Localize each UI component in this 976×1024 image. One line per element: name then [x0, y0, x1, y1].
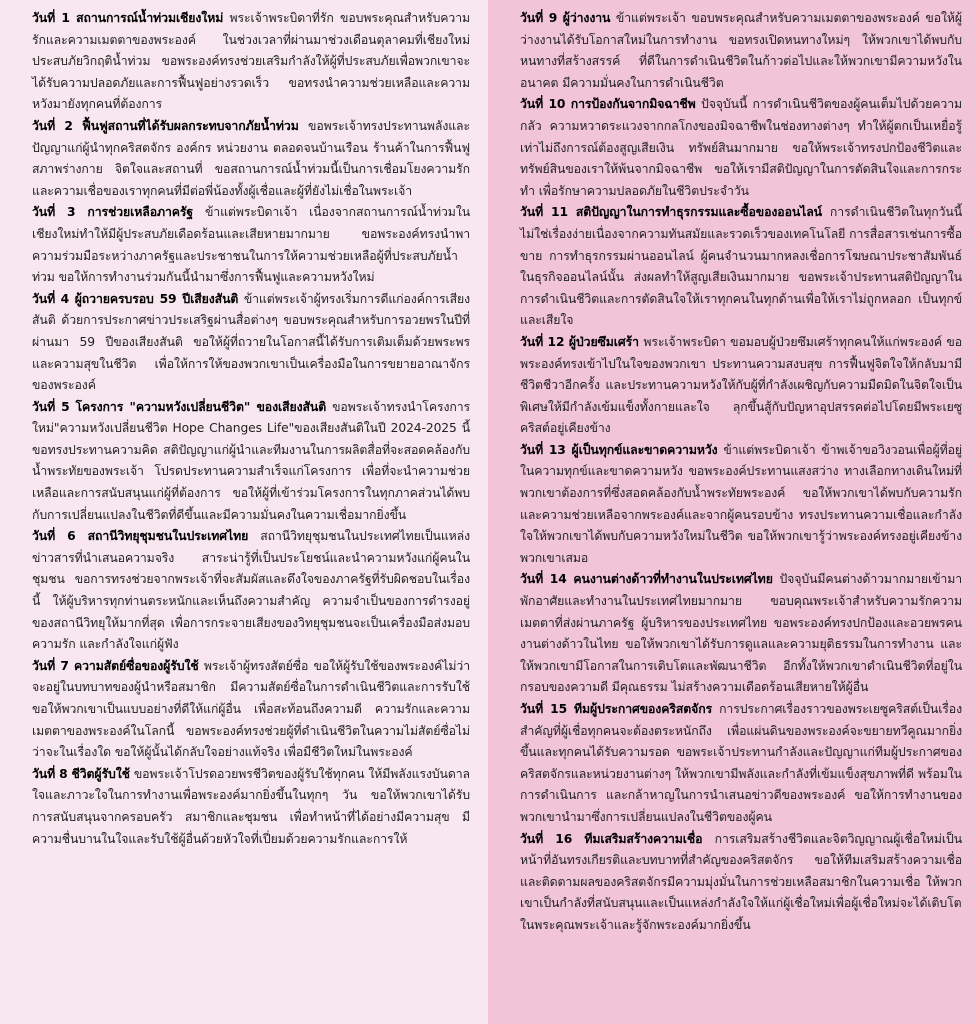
day-label: วันที่	[520, 831, 544, 846]
prayer-body: การดำเนินชีวิตในทุกวันนี้ไม่ใช่เรื่องง่ายเนื่องจากความทันสมัยและรวดเร็วของเทคโนโลยี การสื่อสารเช่นการซื้อขาย การทำธุรกรรมผ่านออนไลน์ ผู้คนจำนวนมากหลงเชื่อการโฆษณาประชาสัมพันธ์ในธุรกิจออนไลน์นั้น ส่งผลทำให้สูญเสียเงินมากมาย ขอพระเจ้าประทานสติปัญญาในการดำเนินชีวิตและการตัดสินใจให้เราทุกคนในทุกด้านเพื่อให้เราไม่ถูกหลอก เป็นทุกข์และเสียใจ	[520, 205, 962, 328]
prayer-body: พระเจ้าพระบิดาที่รัก ขอบพระคุณสำหรับความรักและความเมตตาของพระองค์ ในช่วงเวลาที่ผ่านมาช่วงเดือนตุลาคมที่เชียงใหม่ประสบภัยวิกฤติน้ำท่วม ขอพระองค์ทรงช่วยเสริมกำลังให้ผู้ที่ประสบภัยเพื่อพวกเขาจะได้รับความปลอดภัยและการฟื้นฟูอย่างรวดเร็ว ขอทรงนำความช่วยเหลือและความหวังมายังทุกคนที่ต้องการ	[32, 11, 471, 112]
day-number: 12	[547, 334, 565, 349]
prayer-title: ความสัตย์ซื่อของผู้รับใช้	[74, 658, 199, 673]
prayer-body: ขอพระเจ้าทรงนำโครงการใหม่"ความหวังเปลี่ยนชีวิต Hope Changes Life"ของเสียงสันติในปี 2024-2025 นี้ ขอทรงประทานความคิด สติปัญญาแก่ผู้นำและทีมงานในการผลิตสื่อที่จะสอดคล้องกับน้ำพระทัยของพระเจ้า โปรดประทานความสำเร็จแก่โครงการ เพื่อที่จะนำความช่วยเหลือและการสนับสนุนแก่ผู้ที่ต้องการ ขอให้ผู้ที่เข้าร่วมโครงการในทุกภาคส่วนได้พบกับการเปลี่ยนแปลงในชีวิตที่ดีขึ้นและมีความมั่นคงในความเชื่อมากยิ่งขึ้น	[32, 399, 471, 522]
prayer-entry	[32, 202, 470, 288]
day-label: วันที่	[32, 658, 56, 673]
day-number: 14	[549, 572, 567, 587]
day-number: 5	[61, 399, 70, 414]
day-label: วันที่	[520, 572, 544, 587]
day-number: 9	[548, 11, 558, 25]
prayer-body: ปัจจุบันมีคนต่างด้าวมากมายเข้ามาพักอาศัยและทำงานในประเทศไทยมากมาย ขอบคุณพระเจ้าสำหรับความรักความเมตตาที่ส่งผ่านภาครัฐ ผู้บริหารของประเทศไทย ขอพระองค์ทรงปกป้องและอวยพรคนงานต่างด้าวในไทย ขอให้พวกเขาได้รับการดูแลและความยุติธรรมในการทำงาน และให้พวกเขามีโอกาสในการเติบโตและพัฒนาชีวิต อีกทั้งให้พวกเขาดำเนินชีวิตที่อยู่ในกรอบของความดี มีคุณธรรม ไม่สร้างความเดือดร้อนเสียหายให้ผู้อื่น	[520, 572, 963, 695]
prayer-entry	[520, 94, 962, 202]
day-label: วันที่	[32, 118, 56, 133]
day-label: วันที่	[32, 291, 56, 306]
prayer-title: ผู้ป่วยซึมเศร้า	[568, 334, 639, 349]
day-label: วันที่	[32, 205, 56, 220]
prayer-title: ทีมผู้ประกาศของคริสตจักร	[574, 702, 713, 716]
day-number: 13	[548, 442, 566, 457]
prayer-body: สถานีวิทยุชุมชนในประเทศไทยเป็นแหล่งข่าวสารที่นำเสนอความจริง สาระน่ารู้ที่เป็นประโยชน์และนำความหวังแก่ผู้คนในชุมชน ขอการทรงช่วยจากพระเจ้าที่จะสัมผัสและดึงใจของภาครัฐที่รับผิดชอบในเรื่องนี้ ให้ผู้บริหารทุกท่านตระหนักและเห็นถึงความสำคัญ ความจำเป็นของการดำรงอยู่ของสถานีวิทยุให้มากที่สุด เพื่อการกระจายเสียงของวิทยุชุมชนจะเป็นเครื่องมือส่งมอบความรัก และกำลังใจแก่ผู้ฟัง	[32, 529, 471, 652]
prayer-title: ผู้ถวายครบรอบ 59 ปีเสียงสันติ	[74, 291, 239, 306]
prayer-entry	[32, 397, 470, 527]
prayer-entry	[32, 764, 470, 850]
day-label: วันที่	[32, 529, 56, 544]
prayer-title: ผู้ว่างงาน	[562, 11, 611, 25]
prayer-title: ทีมเสริมสร้างความเชื่อ	[584, 831, 703, 846]
prayer-entry	[520, 332, 962, 440]
prayer-entry	[520, 202, 962, 332]
prayer-body: ข้าแต่พระบิดาเจ้า เนื่องจากสถานการณ์น้ำท่วมในเชียงใหม่ทำให้มีผู้ประสบภัยเดือดร้อนและเสียหายมากมาย ขอพระองค์ทรงนำพาความร่วมมือระหว่างภาครัฐและประชาชนในการให้ความช่วยเหลือผู้ที่ประสบภัยน้ำท่วม ขอให้การทำงานร่วมกันนี้นำมาซึ่งการฟื้นฟูและความหวังใหม่	[32, 205, 471, 285]
prayer-body: ปัจจุบันนี้ การดำเนินชีวิตของผู้คนเต็มไปด้วยความกลัว ความหวาดระแวงจากกลโกงของมิจฉาชีพในช่องทางต่างๆ ทำให้ผู้ตกเป็นเหยื่อรู้เท่าไม่ถึงการณ์ต้องสูญเสียเงิน ทรัพย์สินมากมาย ขอให้พระเจ้าทรงปกป้องชีวิตและทรัพย์สินของเราให้พ้นจากมิจฉาชีพ ขอให้เรามีสติปัญญาในการตัดสินใจและการกระทำ เพื่อรักษาความปลอดภัยในชีวิตประจำวัน	[520, 97, 963, 198]
prayer-title: สถานีวิทยุชุมชนในประเทศไทย	[87, 529, 249, 544]
prayer-title: ชีวิตผู้รับใช้	[71, 766, 130, 781]
prayer-entry	[520, 440, 962, 570]
day-label: วันที่	[520, 205, 544, 220]
day-number: 3	[67, 205, 76, 220]
day-number: 10	[548, 97, 566, 112]
prayer-body: การประกาศเรื่องราวของพระเยซูคริสต์เป็นเรื่องสำคัญที่ผู้เชื่อทุกคนจะต้องตระหนักถึง เพื่อแผ่นดินของพระองค์จะขยายทวีคูณมากยิ่งขึ้นและทุกคนได้รับความรอด ขอพระเจ้าประทานกำลังและปัญญาแก่ทีมผู้ประกาศของคริสตจักรและหน่วยงานต่างๆ ให้พวกเขามีพลังและกำลังที่เข้มแข็งสุขภาพที่ดี พร้อมในการดำเนินการ และกล้าหาญในการนำเสนอข่าวดีของพระองค์ ขอให้การทำงานของพวกเขานำมาซึ่งการเปลี่ยนแปลงในชีวิตของผู้คน	[520, 702, 963, 824]
prayer-title: ฟื้นฟูสถานที่ได้รับผลกระทบจากภัยน้ำท่วม	[82, 118, 299, 133]
day-label: วันที่	[520, 442, 544, 457]
day-number: 4	[60, 291, 70, 306]
day-label: วันที่	[520, 97, 544, 112]
prayer-title: โครงการ "ความหวังเปลี่ยนชีวิต" ของเสียงสันติ	[75, 399, 327, 414]
day-label: วันที่	[520, 702, 544, 716]
prayer-body: ข้าแต่พระเจ้า ขอบพระคุณสำหรับความเมตตาของพระองค์ ขอให้ผู้ว่างงานได้รับโอกาสใหม่ในการทำงาน ขอทรงเปิดหนทางใหม่ๆ ให้พวกเขาได้พบกับหนทางที่สร้างสรรค์ ที่ดีในการดำเนินชีวิตในก้าวต่อไปและให้พวกเขามีความหวังในอนาคต มีความมั่นคงในการดำเนินชีวิต	[520, 11, 963, 90]
day-label: วันที่	[32, 766, 56, 781]
day-number: 11	[551, 205, 568, 220]
day-label: วันที่	[520, 334, 544, 349]
prayer-entry	[520, 829, 962, 937]
day-number: 6	[67, 529, 76, 544]
prayer-entry	[32, 656, 470, 764]
prayer-title: สติปัญญาในการทำธุรกรรมและซื้อของออนไลน์	[575, 205, 822, 220]
day-label: วันที่	[32, 11, 56, 25]
prayer-title: การป้องกันจากมิจฉาชีพ	[570, 97, 696, 112]
prayer-title: คนงานต่างด้าวที่ทำงานในประเทศไทย	[573, 572, 773, 587]
day-label: วันที่	[32, 399, 56, 414]
prayer-entry	[520, 8, 962, 94]
prayer-title: สถานการณ์น้ำท่วมเชียงใหม่	[76, 11, 224, 25]
prayer-body: ขอพระเจ้าโปรดอวยพรชีวิตของผู้รับใช้ทุกคน ให้มีพลังแรงบันดาลใจและภาวะใจในการทำงานเพื่อพระองค์มากยิ่งขึ้นในทุกๆ วัน ขอให้พวกเขาได้รับการสนับสนุนจากครอบครัว สมาชิกและชุมชน เพื่อทำหน้าที่ได้อย่างมีความสุข มีความชื่นบานในใจและรับใช้ผู้อื่นด้วยหัวใจที่เปี่ยมด้วยความรักและการให้	[32, 766, 470, 846]
day-number: 7	[60, 658, 69, 673]
prayer-entry	[32, 289, 470, 397]
prayer-entry	[32, 8, 470, 116]
day-number: 15	[550, 702, 568, 716]
prayer-entry	[32, 526, 470, 656]
prayer-body: ขอพระเจ้าทรงประทานพลังและปัญญาแก่ผู้นำทุกคริสตจักร องค์กร หน่วยงาน ตลอดจนบ้านเรือน ร้านค้าในการฟื้นฟูสภาพร่างกาย จิตใจและสถานที่ ขอสถานการณ์น้ำท่วมนี้เป็นการเชื่อมโยงความรักและความเชื่อของเราทุกคนที่มีต่อพี่น้องทั้งผู้เชื่อและผู้ที่ยังไม่เชื่อในพระเจ้า	[32, 118, 470, 198]
prayer-body: ข้าแต่พระเจ้าผู้ทรงเริ่มการดีแก่องค์การเสียงสันติ ด้วยการประกาศข่าวประเสริฐผ่านสื่อต่างๆ ขอบพระคุณสำหรับการอวยพรในปีที่ผ่านมา 59 ปีของเสียงสันติ ขอให้ผู้ที่ถวายในโอกาสนี้ได้รับการเติมเต็มด้วยพระพรและความสุขในชีวิต เพื่อให้การให้ของพวกเขาเป็นเครื่องมือในการขยายอาณาจักรของพระองค์	[32, 291, 470, 393]
day-number: 8	[59, 766, 68, 781]
prayer-body: การเสริมสร้างชีวิตและจิตวิญญาณผู้เชื่อใหม่เป็นหน้าที่อันทรงเกียรติและบทบาทที่สำคัญของคริสตจักร ขอให้ทีมเสริมสร้างความเชื่อและติดตามผลของคริสตจักรมีความมุ่งมั่นในการช่วยเหลือสมาชิกในความเชื่อ ให้พวกเขาเป็นกำลังที่สนับสนุนและเป็นแหล่งกำลังใจให้แก่ผู้เชื่อใหม่เพื่อผู้เชื่อใหม่จะได้เติบโตในพระคุณพระเจ้าและรู้จักพระองค์มากยิ่งขึ้น	[520, 831, 963, 932]
prayer-body: ข้าแต่พระบิดาเจ้า ข้าพเจ้าขอวิงวอนเพื่อผู้ที่อยู่ในความทุกข์และขาดความหวัง ขอพระองค์ประทานแสงสว่าง ทางเลือกทางเดินใหม่ที่พวกเขาต้องการที่ซึ่งสอดคล้องกับน้ำพระทัยพระองค์ ขอให้พวกเขาได้พบกับความรักและความช่วยเหลือจากพระองค์และจากผู้คนรอบข้าง ทรงประทานความเชื่อและกำลังใจให้พวกเขาได้พบกับความหวังใหม่ในชีวิต ขอให้พวกเขารู้ว่าพระองค์ทรงอยู่เคียงข้างพวกเขาเสมอ	[520, 442, 962, 565]
prayer-entry	[32, 116, 470, 202]
prayer-entry	[520, 569, 962, 699]
prayer-entry	[520, 699, 962, 829]
day-number: 16	[555, 831, 573, 846]
day-number: 1	[61, 11, 70, 25]
right-column	[488, 0, 976, 1024]
day-number: 2	[64, 118, 73, 133]
prayer-body: พระเจ้าพระบิดา ขอมอบผู้ป่วยซึมเศร้าทุกคนให้แก่พระองค์ ขอพระองค์ทรงเข้าไปในใจของพวกเขา ประทานความสงบสุข การฟื้นฟูจิตใจให้กลับมามีชีวิตชีวาอีกครั้ง และประทานความหวังให้กับผู้ที่กำลังเผชิญกับความมืดมิดในจิตใจเป็นพิเศษให้มีกำลังเข้มแข็งทั้งกายและใจ ลุกขึ้นสู้กับปัญหาอุปสรรคต่อไปโดยมีพระเยซูคริสต์อยู่เคียงข้าง	[520, 334, 962, 436]
prayer-title: ผู้เป็นทุกข์และขาดความหวัง	[571, 442, 718, 457]
prayer-body: พระเจ้าผู้ทรงสัตย์ซื่อ ขอให้ผู้รับใช้ของพระองค์ไม่ว่าจะอยู่ในบทบาทของผู้นำหรือสมาชิก มีความสัตย์ซื่อในการดำเนินชีวิตและการรับใช้ ขอให้พวกเขาเป็นแบบอย่างที่ดีให้แก่ผู้อื่น เพื่อสะท้อนถึงความดี ความรักและความเมตตาของพระองค์ในโลกนี้ ขอพระองค์ทรงช่วยผู้ที่ดำเนินชีวิตในความไม่สัตย์ซื่อไม่ว่าจะในเรื่องใด ขอให้ผู้นั้นได้กลับใจอย่างแท้จริง เพื่อมีชีวิตใหม่ในพระองค์	[32, 658, 471, 760]
prayer-title: การช่วยเหลือภาครัฐ	[87, 205, 194, 220]
day-label: วันที่	[520, 11, 544, 25]
